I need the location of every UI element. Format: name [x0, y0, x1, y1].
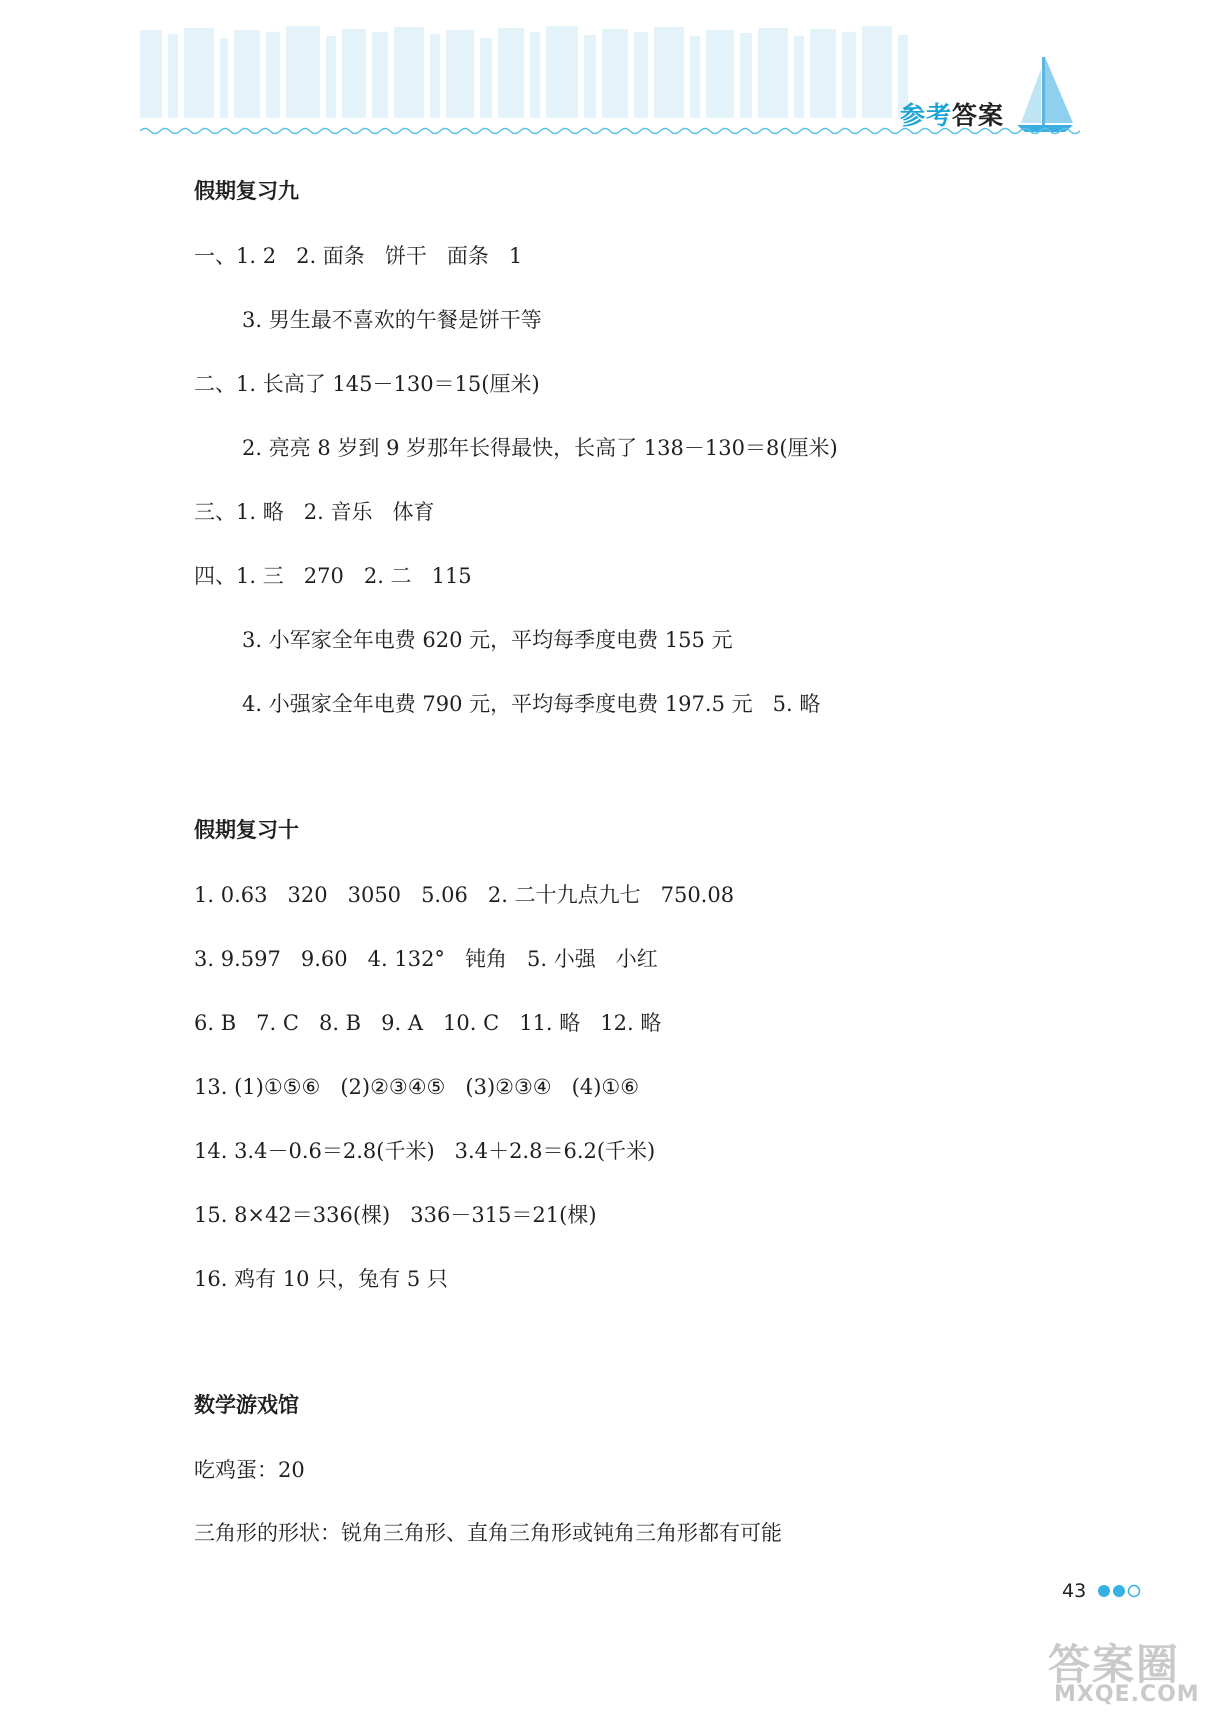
answer-line: 二、1. 长高了 145－130＝15(厘米): [194, 372, 540, 396]
watermark: [1040, 1632, 1220, 1712]
page-dots-icon: [1097, 1583, 1147, 1599]
sailboat-icon: [1015, 55, 1075, 133]
answer-line: 吃鸡蛋：20: [194, 1458, 305, 1482]
answer-line: 4. 小强家全年电费 790 元，平均每季度电费 197.5 元 5. 略: [242, 692, 821, 716]
answer-line: 1. 0.63 320 3050 5.06 2. 二十九点九七 750.08: [194, 883, 735, 907]
answer-line: 3. 小军家全年电费 620 元，平均每季度电费 155 元: [242, 628, 733, 652]
answer-line: 15. 8×42＝336(棵) 336－315＝21(棵): [194, 1203, 597, 1227]
watermark-bottom: MXQE.COM: [1054, 1682, 1200, 1707]
answer-line: 三角形的形状：锐角三角形、直角三角形或钝角三角形都有可能: [194, 1521, 782, 1545]
page-number: 43: [1062, 1580, 1087, 1602]
section-title-review-9: 假期复习九: [194, 179, 299, 203]
section-title-math-game: 数学游戏馆: [194, 1393, 299, 1417]
answer-line: 一、1. 2 2. 面条 饼干 面条 1: [194, 244, 523, 268]
answer-line: 3. 9.597 9.60 4. 132° 钝角 5. 小强 小红: [194, 947, 658, 971]
header-title-accent: 参考: [900, 101, 953, 130]
answer-line: 6. B 7. C 8. B 9. A 10. C 11. 略 12. 略: [194, 1011, 662, 1035]
answer-line: 13. (1)①⑤⑥ (2)②③④⑤ (3)②③④ (4)①⑥: [194, 1075, 640, 1099]
answer-line: 14. 3.4－0.6＝2.8(千米) 3.4＋2.8＝6.2(千米): [194, 1139, 656, 1163]
header-title-main: 答案: [952, 101, 1005, 130]
answer-line: 16. 鸡有 10 只，兔有 5 只: [194, 1267, 448, 1291]
answer-line: 3. 男生最不喜欢的午餐是饼干等: [242, 308, 542, 332]
header-wave-divider: [140, 126, 1080, 136]
watermark-top: 答案圈: [1048, 1640, 1181, 1689]
section-title-review-10: 假期复习十: [194, 818, 299, 842]
answer-line: 三、1. 略 2. 音乐 体育: [194, 500, 435, 524]
answer-line: 2. 亮亮 8 岁到 9 岁那年长得最快，长高了 138－130＝8(厘米): [242, 436, 838, 460]
answer-line: 四、1. 三 270 2. 二 115: [194, 564, 472, 588]
